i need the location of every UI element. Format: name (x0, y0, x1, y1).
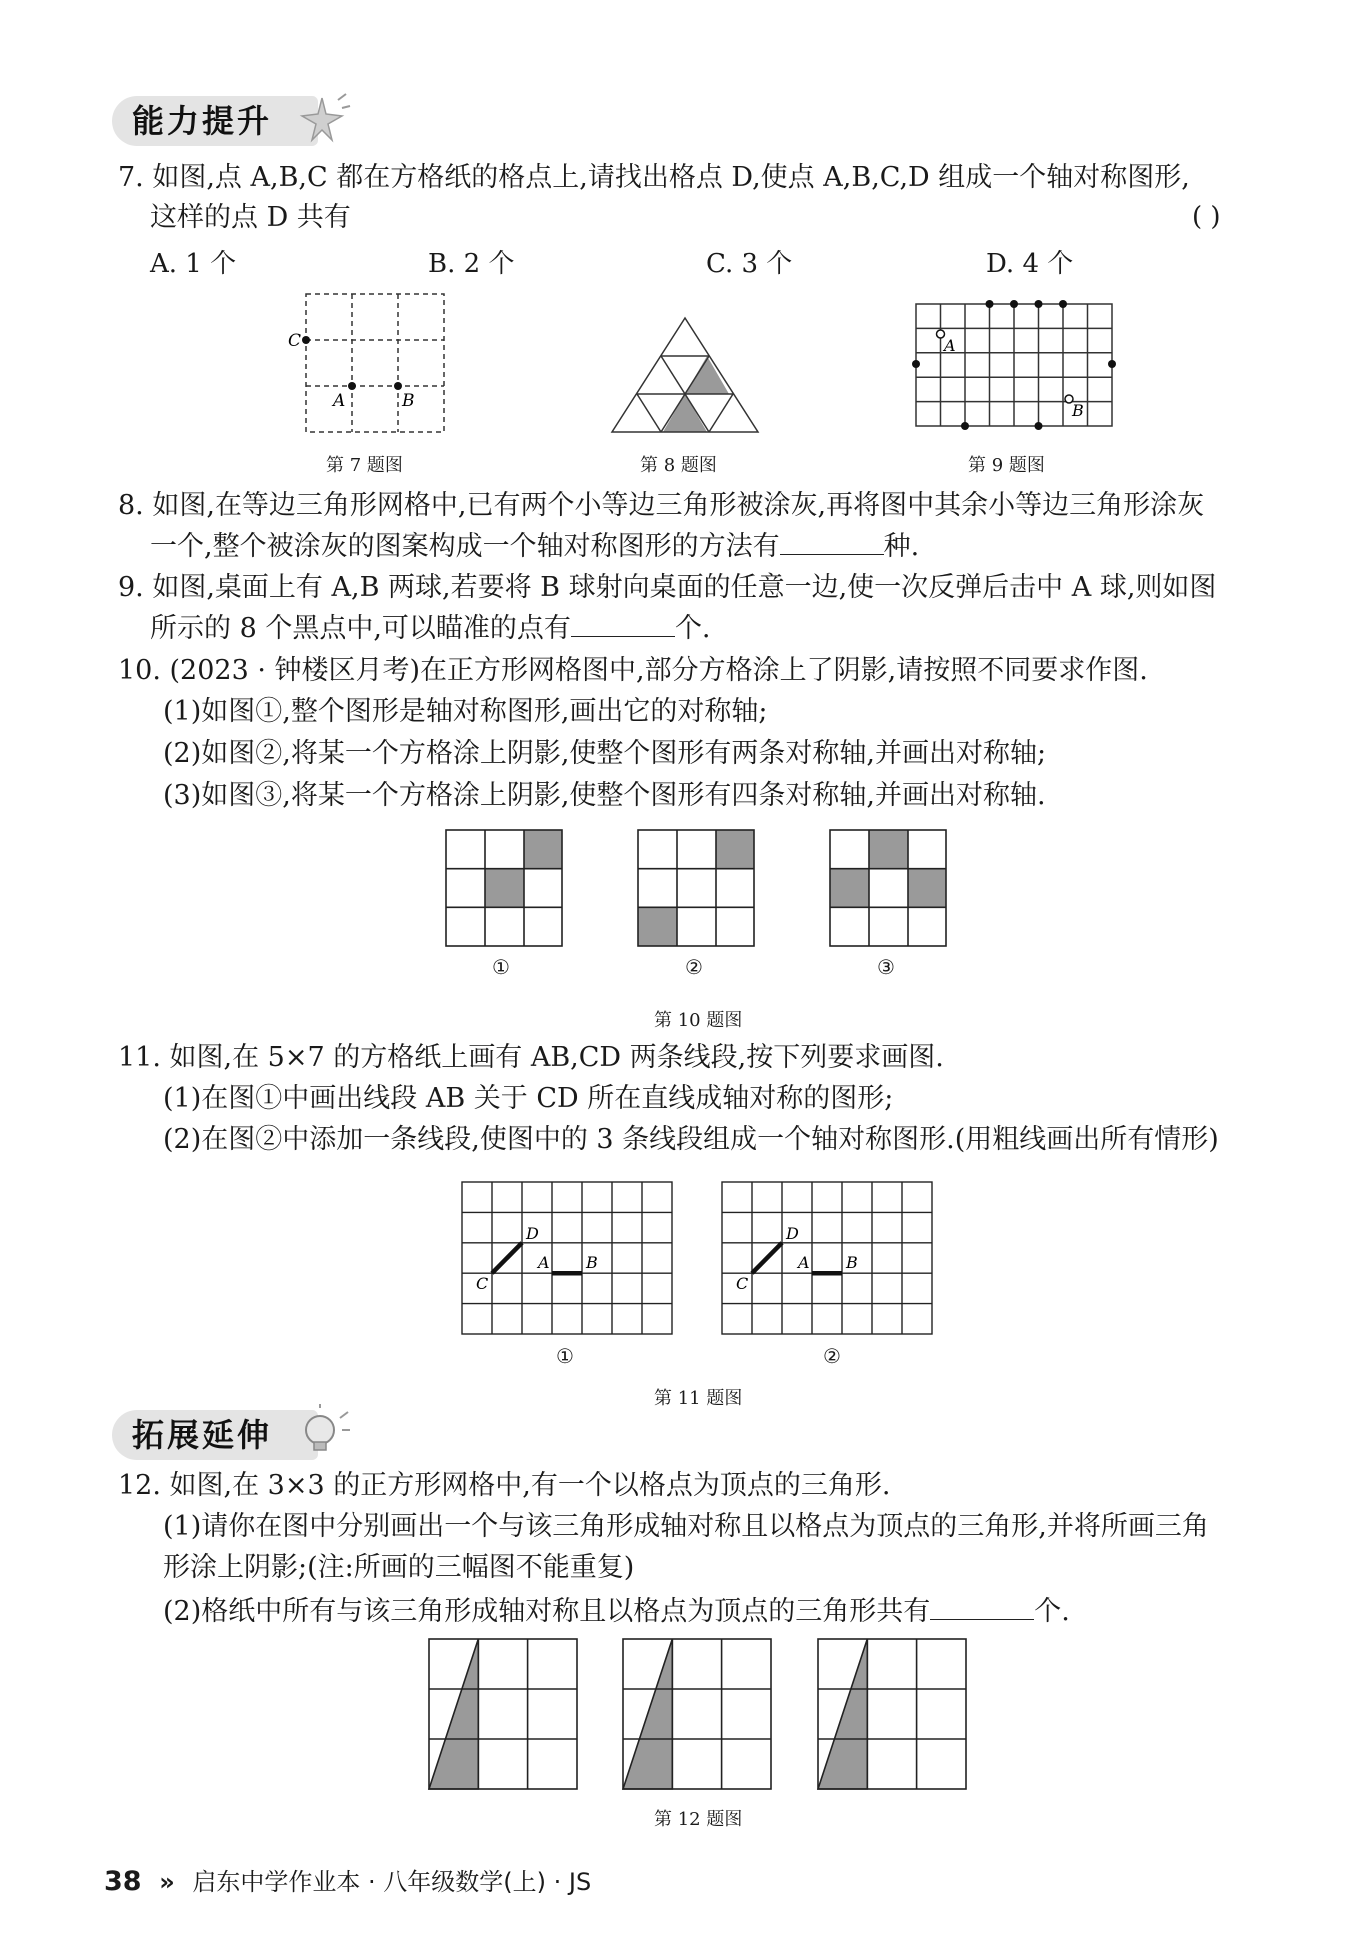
double-chevron-icon: » (159, 1868, 175, 1896)
fig11-label-2: ② (823, 1344, 841, 1368)
caption-fig9: 第 9 题图 (968, 455, 1045, 476)
figure-12-grid-2[interactable] (621, 1637, 775, 1791)
q8-unit: 种. (883, 531, 920, 562)
label-ball-b: B (1072, 401, 1084, 420)
label-b: B (402, 391, 415, 411)
label-c: C (736, 1274, 749, 1293)
fig10-label-1: ① (492, 955, 510, 979)
label-c: C (288, 331, 302, 351)
sparkle-icon (292, 90, 352, 150)
label-b: B (586, 1253, 598, 1272)
caption-fig10: 第 10 题图 (654, 1010, 743, 1031)
q8-text: 一个,整个被涂灰的图案构成一个轴对称图形的方法有 (150, 531, 780, 562)
caption-fig11: 第 11 题图 (654, 1388, 743, 1409)
label-c: C (476, 1274, 489, 1293)
caption-fig8: 第 8 题图 (640, 455, 717, 476)
figure-10-grid-1[interactable] (444, 828, 564, 948)
figure-9-table-grid (906, 296, 1122, 436)
answer-blank[interactable] (780, 530, 884, 555)
figure-8-triangle-grid (610, 318, 760, 438)
q10-sub1: (1)如图①,整个图形是轴对称图形,画出它的对称轴; (163, 696, 768, 727)
label-ball-a: A (944, 336, 956, 355)
q7-option-d[interactable]: D. 4 个 (986, 249, 1074, 279)
answer-parentheses[interactable]: ( ) (1192, 202, 1221, 232)
figure-11-grid-1[interactable] (460, 1180, 676, 1340)
q9-line2 (150, 609, 711, 649)
q9-line1: 9. 如图,桌面上有 A,B 两球,若要将 B 球射向桌面的任意一边,使一次反弹后击中 A 球,则如图 (118, 572, 1217, 603)
page-number: 38 (104, 1866, 142, 1897)
q11-line1: 11. 如图,在 5×7 的方格纸上画有 AB,CD 两条线段,按下列要求画图. (118, 1042, 944, 1073)
section-header-extension (112, 1410, 318, 1460)
caption-fig12: 第 12 题图 (654, 1809, 743, 1830)
section-title: 能力提升 (132, 102, 273, 140)
answer-blank[interactable] (930, 1595, 1034, 1620)
answer-blank[interactable] (571, 612, 675, 637)
page-footer (104, 1862, 591, 1897)
q7-option-c[interactable]: C. 3 个 (706, 249, 793, 279)
label-a: A (538, 1253, 550, 1272)
q9-text: 所示的 8 个黑点中,可以瞄准的点有 (150, 613, 571, 644)
q12-unit: 个. (1034, 1596, 1070, 1627)
q10-line1: 10. (2023 · 钟楼区月考)在正方形网格图中,部分方格涂上了阴影,请按照不同要求作图. (118, 655, 1148, 686)
figure-12-grid-3[interactable] (816, 1637, 970, 1791)
q8-line1: 8. 如图,在等边三角形网格中,已有两个小等边三角形被涂灰,再将图中其余小等边三角形涂灰 (118, 490, 1205, 521)
q7-option-b[interactable]: B. 2 个 (428, 249, 515, 279)
section-title: 拓展延伸 (132, 1416, 273, 1454)
label-d: D (526, 1224, 539, 1243)
q11-sub2: (2)在图②中添加一条线段,使图中的 3 条线段组成一个轴对称图形.(用粗线画出所有情形) (163, 1124, 1219, 1155)
label-a: A (333, 391, 346, 411)
section-header-ability (112, 96, 318, 146)
q7-option-a[interactable]: A. 1 个 (150, 249, 237, 279)
q10-sub2: (2)如图②,将某一个方格涂上阴影,使整个图形有两条对称轴,并画出对称轴; (163, 738, 1047, 769)
label-b: B (846, 1253, 858, 1272)
q12-line1: 12. 如图,在 3×3 的正方形网格中,有一个以格点为顶点的三角形. (118, 1470, 891, 1501)
fig11-label-1: ① (556, 1344, 574, 1368)
figure-11-grid-2[interactable] (720, 1180, 936, 1340)
q8-line2 (150, 527, 919, 567)
q12-sub1b: 形涂上阴影;(注:所画的三幅图不能重复) (163, 1552, 635, 1583)
figure-12-grid-1[interactable] (427, 1637, 581, 1791)
label-d: D (786, 1224, 799, 1243)
q7-line1: 7. 如图,点 A,B,C 都在方格纸的格点上,请找出格点 D,使点 A,B,C,D 组成一个轴对称图形, (118, 162, 1190, 193)
q7-line2: 这样的点 D 共有 (150, 202, 351, 233)
q12-sub2 (163, 1592, 1070, 1632)
q10-sub3: (3)如图③,将某一个方格涂上阴影,使整个图形有四条对称轴,并画出对称轴. (163, 780, 1046, 811)
q12-text: (2)格纸中所有与该三角形成轴对称且以格点为顶点的三角形共有 (163, 1596, 931, 1627)
figure-10-grid-3[interactable] (828, 828, 948, 948)
book-title: 启东中学作业本 · 八年级数学(上) · JS (192, 1868, 592, 1896)
label-a: A (798, 1253, 810, 1272)
q12-sub1: (1)请你在图中分别画出一个与该三角形成轴对称且以格点为顶点的三角形,并将所画三角 (163, 1511, 1209, 1542)
caption-fig7: 第 7 题图 (326, 455, 403, 476)
fig10-label-2: ② (685, 955, 703, 979)
lightbulb-icon (292, 1404, 352, 1464)
figure-10-grid-2[interactable] (636, 828, 756, 948)
q9-unit: 个. (674, 613, 711, 644)
q11-sub1: (1)在图①中画出线段 AB 关于 CD 所在直线成轴对称的图形; (163, 1083, 894, 1114)
figure-7-dashed-grid (288, 284, 456, 444)
fig10-label-3: ③ (877, 955, 895, 979)
